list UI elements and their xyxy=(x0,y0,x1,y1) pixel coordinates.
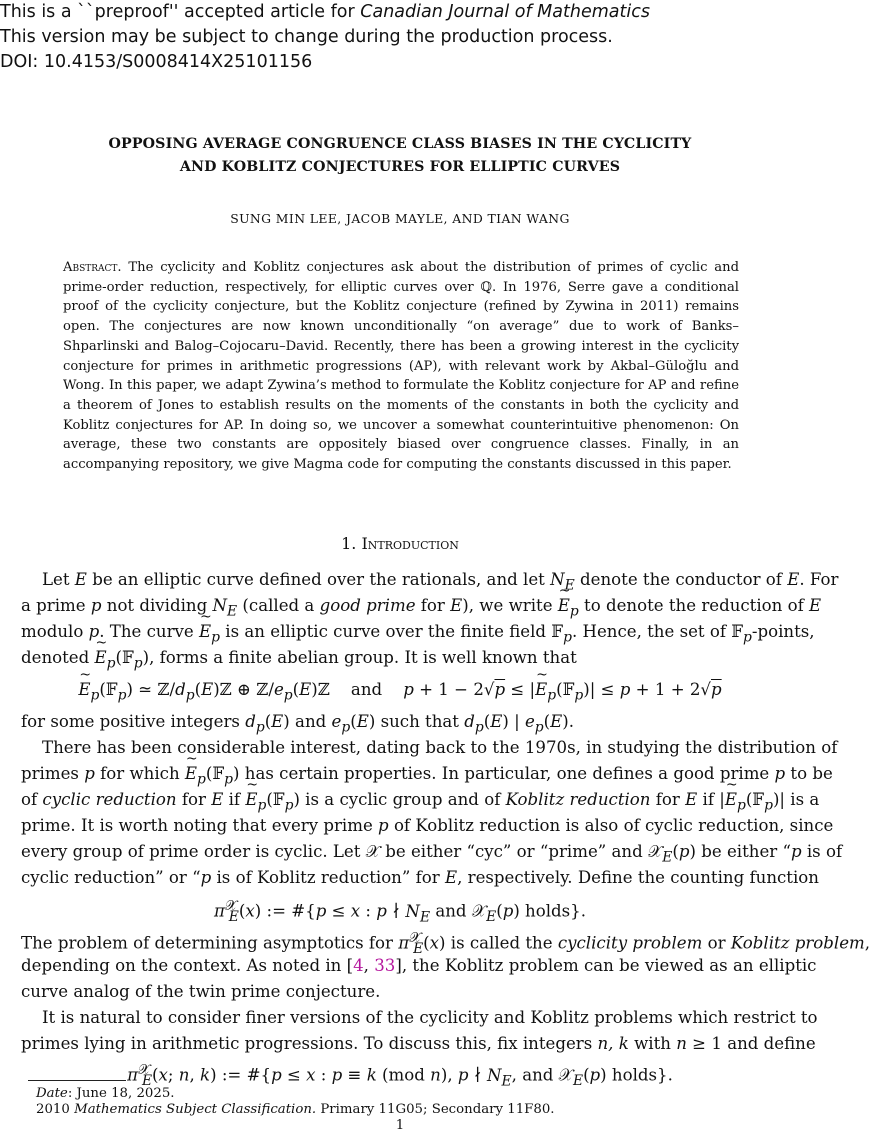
body-line: primes lying in arithmetic progressions. To discuss this, fix integers n, k with n ≥ 1 and define xyxy=(21,1034,816,1053)
body-line: primes p for which ~ $E_p(𝔽_p)$ has certain properties. In particular, one defines a good prime p to be xyxy=(21,764,781,787)
footnote-msc-value: Primary 11G05; Secondary 11F80. xyxy=(316,1102,555,1117)
body-line: There has been considerable interest, dating back to the 1970s, in studying the distribution of xyxy=(42,738,838,757)
abstract-label: Abstract. xyxy=(63,260,122,275)
body-line: prime. It is worth noting that every prime p of Koblitz reduction is also of cyclic reduction, since xyxy=(21,816,834,835)
section-title: Introduction xyxy=(361,534,459,553)
section-heading xyxy=(0,534,800,553)
title-line-1: OPPOSING AVERAGE CONGRUENCE CLASS BIASES IN THE CYCLICITY xyxy=(108,136,692,152)
banner-prefix: This is a ``preproof'' accepted article for xyxy=(0,2,361,22)
body-line: modulo p. The curve ~ $E_p$ is an elliptic curve over the finite field 𝔽$_p$. Hence, the set of 𝔽$_p$-points, xyxy=(21,622,781,645)
body-line: The problem of determining asymptotics for $\pi^𝒳_E(x)$ is called the cyclicity problem or Koblitz problem, xyxy=(21,930,870,957)
body-line: for some positive integers $d_p(E)$ and $e_p(E)$ such that $d_p(E)$ | $e_p(E)$. xyxy=(21,712,574,736)
paper-title xyxy=(0,133,800,179)
body-line: a prime p not dividing $N_E$ (called a good prime for E), we write ~ $E_p$ to denote the reduction of E xyxy=(21,596,781,619)
footnote-date-label: Date xyxy=(36,1086,68,1101)
equation-group-structure: ~ $E_p(𝔽_p)$ ≃ $ℤ/d_p(E)ℤ$ ⊕ $ℤ/e_p(E)ℤ$ and p + 1 − 2√p ≤ |~ $E_p(𝔽_p)| \le p + 1 + 2√p$ xyxy=(0,680,800,703)
footnote-rule xyxy=(28,1080,126,1081)
equation-counting-function: $\pi^𝒳_E(x)$ := #{p ≤ x : p ∤ $N_E$ and 𝒳$_E$(p) holds}. xyxy=(213,898,587,925)
journal-name: Canadian Journal of Mathematics xyxy=(360,2,650,22)
footnote-msc-italic: Mathematics Subject Classification. xyxy=(74,1102,317,1117)
body-line: denoted ~ $E_p(𝔽_p)$, forms a finite abelian group. It is well known that xyxy=(21,648,781,671)
footnote-msc xyxy=(36,1102,555,1117)
footnote-date-value: : June 18, 2025. xyxy=(67,1086,175,1101)
authors: SUNG MIN LEE, JACOB MAYLE, AND TIAN WANG xyxy=(230,211,570,226)
citation-link[interactable]: 4 xyxy=(353,956,364,975)
body-line: cyclic reduction” or “p is of Koblitz reduction” for E, respectively. Define the counting function xyxy=(21,868,819,887)
body-line: of cyclic reduction for E if ~ $E_p(𝔽_p)$ is a cyclic group and of Koblitz reduction for E if |~ $E_p(𝔽_p)|$ is a xyxy=(21,790,781,813)
doi: DOI: 10.4153/S0008414X25101156 xyxy=(0,52,313,72)
body-line: It is natural to consider finer versions of the cyclicity and Koblitz problems which restrict to xyxy=(42,1008,818,1027)
body-line: depending on the context. As noted in [4, 33], the Koblitz problem can be viewed as an elliptic xyxy=(21,956,817,975)
citation-link[interactable]: 33 xyxy=(374,956,396,975)
title-line-2: AND KOBLITZ CONJECTURES FOR ELLIPTIC CURVES xyxy=(179,159,621,175)
footnote-date xyxy=(36,1086,175,1101)
body-line: every group of prime order is cyclic. Let 𝒳 be either “cyc” or “prime” and 𝒳$_E$(p) be either “p is of xyxy=(21,842,843,866)
equation-ap-counting-function: $\pi^𝒳_E(x$; n, k) := #{p ≤ x : p ≡ k (mod n), p ∤ $N_E$, and 𝒳$_E$(p) holds}. xyxy=(127,1062,673,1089)
page-number: 1 xyxy=(395,1118,405,1133)
banner-line-1 xyxy=(0,0,650,25)
banner-line-2: This version may be subject to change during the production process. xyxy=(0,27,613,47)
abstract xyxy=(63,258,739,475)
abstract-text: The cyclicity and Koblitz conjectures ask about the distribution of primes of cyclic and prime-order reduction, respectively, for elliptic curves over ℚ. In 1976, Serre gave a conditional proof of the cyclicity conjecture, but the Koblitz conjecture (refined by Zywina in 2011) remains open. The conjectures are now known unconditionally “on average” due to work of Banks–Shparlinski and Balog–Cojocaru–David. Recently, there has been a growing interest in the cyclicity conjecture for primes in arithmetic progressions (AP), with relevant work by Akbal–Güloğlu and Wong. In this paper, we adapt Zywina’s method to formulate the Koblitz conjecture for AP and refine a theorem of Jones to establish results on the moments of the constants in both the cyclicity and Koblitz conjectures for AP. In doing so, we uncover a somewhat counterintuitive phenomenon: On average, these two constants are oppositely biased over congruence classes. Finally, in an accompanying repository, we give Magma code for computing the constants discussed in this paper. xyxy=(63,260,739,473)
section-number: 1. xyxy=(341,534,357,553)
body-line: curve analog of the twin prime conjecture. xyxy=(21,982,381,1001)
footnote-msc-label: 2010 xyxy=(36,1102,75,1117)
body-line: Let E be an elliptic curve defined over the rationals, and let $N_E$ denote the conductor of E. For xyxy=(42,570,839,594)
preproof-banner xyxy=(0,0,650,75)
